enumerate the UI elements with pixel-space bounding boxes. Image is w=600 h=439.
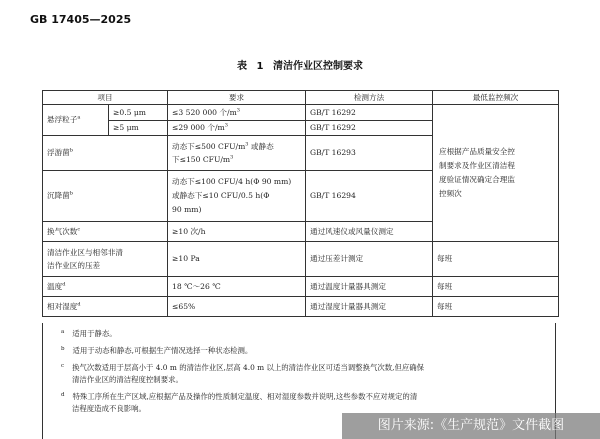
temperature-req: 18 ℃～26 ℃ (168, 277, 306, 297)
particles-size-5: ≥5 μm (109, 121, 168, 136)
air-change-method: 通过风速仪或风量仪测定 (306, 222, 433, 242)
floating-method: GB/T 16293 (306, 136, 433, 171)
control-requirements-table (42, 90, 559, 317)
pressure-req: ≥10 Pa (168, 242, 306, 277)
footnote-d: $^d$ 特殊工序所在生产区域,应根据产品及操作的性质制定温度、相对湿度参数并说明,这些参数不应对规定的清 洁程度造成不良影响。 (61, 391, 418, 413)
temperature-label: 温度$^d$ (43, 277, 168, 297)
particles-req-05: ≤3 520 000 个$/m^3$ (168, 105, 306, 121)
particles-size-05: ≥0.5 μm (109, 105, 168, 121)
humidity-label: 相对湿度$^d$ (43, 297, 168, 317)
air-change-label: 换气次数$^c$ (43, 222, 168, 242)
particles-method-05: GB/T 16292 (306, 105, 433, 121)
settling-method: GB/T 16294 (306, 171, 433, 222)
humidity-method: 通过湿度计量器具测定 (306, 297, 433, 317)
floating-req: 动态下≤500 CFU/$m^3$ 或静态 下≤150 CFU/$m^3$ (168, 136, 306, 171)
table-row (43, 242, 559, 277)
table-row (43, 277, 559, 297)
table-row (43, 105, 559, 121)
footnote-c: $^c$ 换气次数适用于层高小于 4.0 m 的清洁作业区,层高 4.0 m 以上的清洁作业区可适当调整换气次数,但应确保 清洁作业区的清洁程度控制要求。 (61, 362, 425, 384)
image-source-watermark: 图片来源:《生产规范》文件截图 (342, 413, 600, 439)
settling-label: 沉降菌$^b$ (43, 171, 168, 222)
floating-label: 浮游菌$^b$ (43, 136, 168, 171)
air-change-req: ≥10 次/h (168, 222, 306, 242)
table-header-row (43, 91, 559, 105)
merged-frequency-note: 应根据产品质量安全控 制要求及作业区清洁程 度验证情况确定合理监 控频次 (433, 105, 559, 242)
settling-req: 动态下≤100 CFU/4 h(Φ 90 mm) 或静态下≤10 CFU/0.5 h(Φ 90 mm) (168, 171, 306, 222)
particles-req-5: ≤29 000 个$/m^3$ (168, 121, 306, 136)
particles-label: 悬浮粒子$^a$ (43, 105, 109, 136)
header-requirement: 要求 (168, 91, 306, 105)
header-method: 检测方法 (306, 91, 433, 105)
header-frequency: 最低监控频次 (433, 91, 559, 105)
particles-method-5: GB/T 16292 (306, 121, 433, 136)
temperature-method: 通过温度计量器具测定 (306, 277, 433, 297)
standard-number: GB 17405—2025 (30, 13, 132, 26)
footnote-b: $^b$ 适用于动态和静态,可根据生产情况选择一种状态检测。 (61, 345, 253, 355)
humidity-frequency: 每班 (433, 297, 559, 317)
pressure-frequency: 每班 (433, 242, 559, 277)
footnote-a: $^a$ 适用于静态。 (61, 328, 117, 338)
pressure-method: 通过压差计测定 (306, 242, 433, 277)
humidity-req: ≤65% (168, 297, 306, 317)
table-row (43, 297, 559, 317)
pressure-label: 清洁作业区与相邻非清 洁作业区的压差 (43, 242, 168, 277)
table-title: 表 1 清洁作业区控制要求 (237, 61, 363, 72)
header-item: 项目 (43, 91, 168, 105)
temperature-frequency: 每班 (433, 277, 559, 297)
